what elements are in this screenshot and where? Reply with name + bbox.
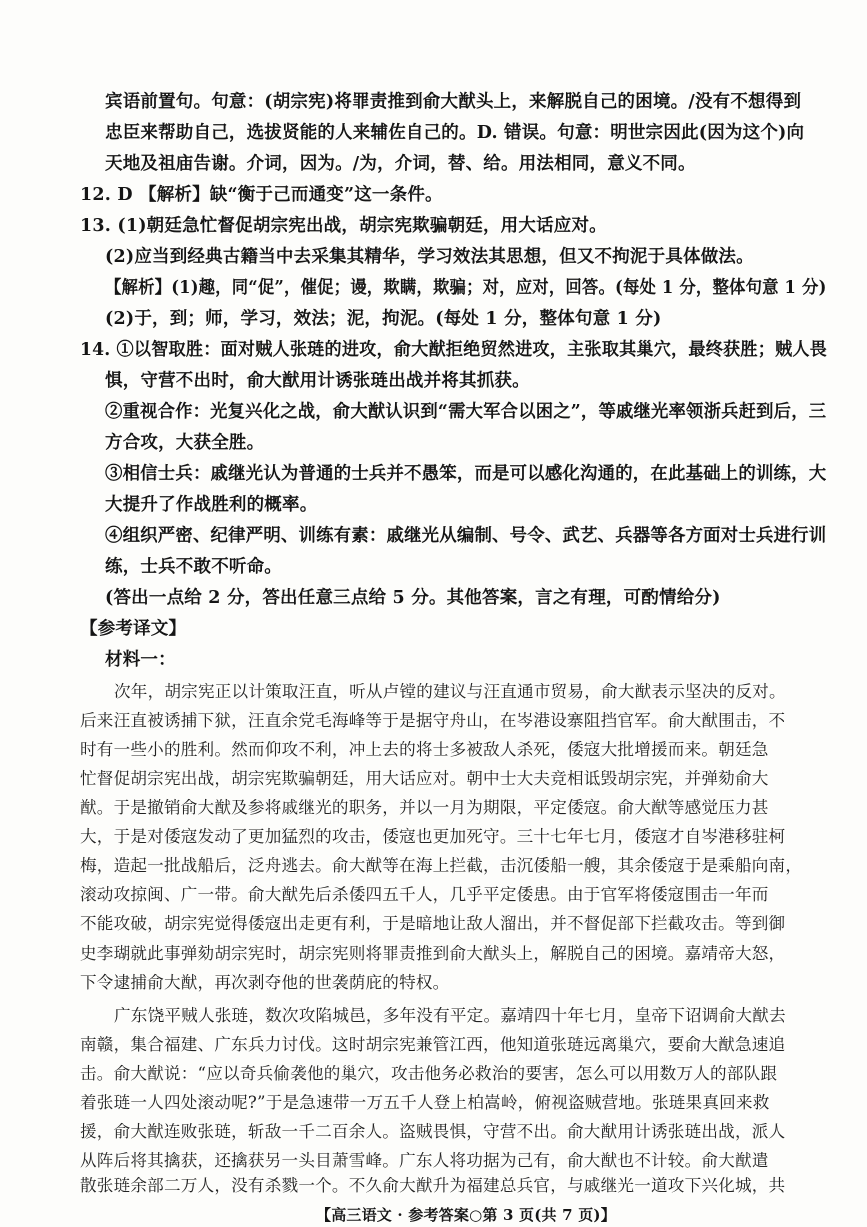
translation-line: 时有一些小的胜利。然而仰攻不利，冲上去的将士多被敌人杀死，倭寇大批增援而来。朝廷急 bbox=[80, 740, 769, 759]
answer-line: 14. ①以智取胜：面对贼人张琏的进攻，俞大猷拒绝贸然进攻，主张取其巢穴，最终获胜；贼人畏 bbox=[80, 340, 828, 360]
translation-line: 不能攻破，胡宗宪觉得倭寇出走更有利，于是暗地让敌人溜出，并不督促部下拦截攻击。等到御 bbox=[80, 914, 786, 933]
answer-line: 天地及祖庙告谢。介词，因为。/为，介词，替、给。用法相同，意义不同。 bbox=[105, 154, 696, 174]
translation-line: 广东饶平贼人张琏，数次攻陷城邑，多年没有平定。嘉靖四十年七月，皇帝下诏调俞大猷去 bbox=[114, 1006, 786, 1025]
translation-line: 下令逮捕俞大猷，再次剥夺他的世袭荫庇的特权。 bbox=[80, 973, 450, 992]
translation-line: 援，俞大猷连败张琏，斩敌一千二百余人。盗贼畏惧，守营不出。俞大猷用计诱张琏出战，派人 bbox=[80, 1122, 786, 1141]
answer-line: 练，士兵不敢不听命。 bbox=[105, 557, 282, 577]
answer-line: ④组织严密、纪律严明、训练有素：戚继光从编制、号令、武艺、兵器等各方面对士兵进行训 bbox=[105, 526, 827, 546]
translation-line: 梅，造起一批战船后，泛舟逃去。俞大猷等在海上拦截，击沉倭船一艘，其余倭寇于是乘船向南， bbox=[80, 856, 803, 875]
answer-line: ②重视合作：光复兴化之战，俞大猷认识到“需大军合以困之”，等戚继光率领浙兵赶到后，三 bbox=[105, 402, 827, 422]
translation-line: 从阵后将其擒获，还擒获另一头目萧雪峰。广东人将功据为己有，俞大猷也不计较。俞大猷遣 bbox=[80, 1151, 769, 1170]
page-footer: 【高三语文 · 参考答案○第 3 页(共 7 页)】 bbox=[316, 1206, 616, 1224]
answer-line: 宾语前置句。句意：(胡宗宪)将罪责推到俞大猷头上，来解脱自己的困境。/没有不想得到 bbox=[105, 92, 802, 112]
translation-line: 滚动攻掠闽、广一带。俞大猷先后杀倭四五千人，几乎平定倭患。由于官军将倭寇围击一年而 bbox=[80, 885, 769, 904]
translation-line: 大，于是对倭寇发动了更加猛烈的攻击，倭寇也更加死守。三十七年七月，倭寇才自岑港移驻柯 bbox=[80, 827, 786, 846]
answer-line: (2)于，到；师，学习，效法；泥，拘泥。(每处 1 分，整体句意 1 分) bbox=[105, 309, 662, 329]
answer-line: 大提升了作战胜利的概率。 bbox=[105, 495, 318, 515]
translation-line: 击。俞大猷说：“应以奇兵偷袭他的巢穴，攻击他务必救治的要害，怎么可以用数万人的部队跟 bbox=[80, 1064, 778, 1083]
translation-line: 史李瑚就此事弹劾胡宗宪时，胡宗宪则将罪责推到俞大猷头上，解脱自己的困境。嘉靖帝大怒， bbox=[80, 944, 786, 963]
translation-line: 散张琏余部二万人，没有杀戮一个。不久俞大猷升为福建总兵官，与戚继光一道攻下兴化城，共 bbox=[80, 1176, 786, 1195]
answer-line: 惧，守营不出时，俞大猷用计诱张琏出战并将其抓获。 bbox=[105, 371, 530, 391]
answer-line: (2)应当到经典古籍当中去采集其精华，学习效法其思想，但又不拘泥于具体做法。 bbox=[105, 247, 754, 267]
answer-line: (答出一点给 2 分，答出任意三点给 5 分。其他答案，言之有理，可酌情给分) bbox=[105, 588, 721, 608]
translation-line: 南赣，集合福建、广东兵力讨伐。这时胡宗宪兼管江西，他知道张琏远离巢穴，要俞大猷急速追 bbox=[80, 1035, 786, 1054]
translation-line: 忙督促胡宗宪出战，胡宗宪欺骗朝廷，用大话应对。朝中士大夫竞相诋毁胡宗宪，并弹劾俞大 bbox=[80, 769, 769, 788]
answer-line: 忠臣来帮助自己，选拔贤能的人来辅佐自己的。D. 错误。句意：明世宗因此(因为这个)向 bbox=[105, 123, 805, 143]
translation-line: 猷。于是撤销俞大猷及参将戚继光的职务，并以一月为期限，平定倭寇。俞大猷等感觉压力甚 bbox=[80, 798, 769, 817]
subsection-heading: 材料一： bbox=[105, 650, 176, 670]
translation-line: 次年，胡宗宪正以计策取汪直，听从卢镗的建议与汪直通市贸易，俞大猷表示坚决的反对。 bbox=[114, 682, 786, 701]
answer-line: 12. D 【解析】缺“衡于己而通变”这一条件。 bbox=[80, 185, 443, 205]
answer-line: 13. (1)朝廷急忙督促胡宗宪出战，胡宗宪欺骗朝廷，用大话应对。 bbox=[80, 216, 607, 236]
answer-line: 方合攻，大获全胜。 bbox=[105, 433, 265, 453]
translation-line: 着张琏一人四处滚动呢?”于是急速带一万五千人登上柏嵩岭，俯视盗贼营地。张琏果真回来救 bbox=[80, 1093, 770, 1112]
translation-line: 后来汪直被诱捕下狱，汪直余党毛海峰等于是据守舟山，在岑港设寨阻挡官军。俞大猷围击，不 bbox=[80, 711, 786, 730]
section-heading: 【参考译文】 bbox=[80, 619, 187, 639]
answer-line: ③相信士兵：戚继光认为普通的士兵并不愚笨，而是可以感化沟通的，在此基础上的训练，大 bbox=[105, 464, 827, 484]
answer-line: 【解析】(1)趣，同“促”，催促；谩，欺瞒，欺骗；对，应对，回答。(每处 1 分，整体句意 1 分) bbox=[105, 278, 827, 298]
